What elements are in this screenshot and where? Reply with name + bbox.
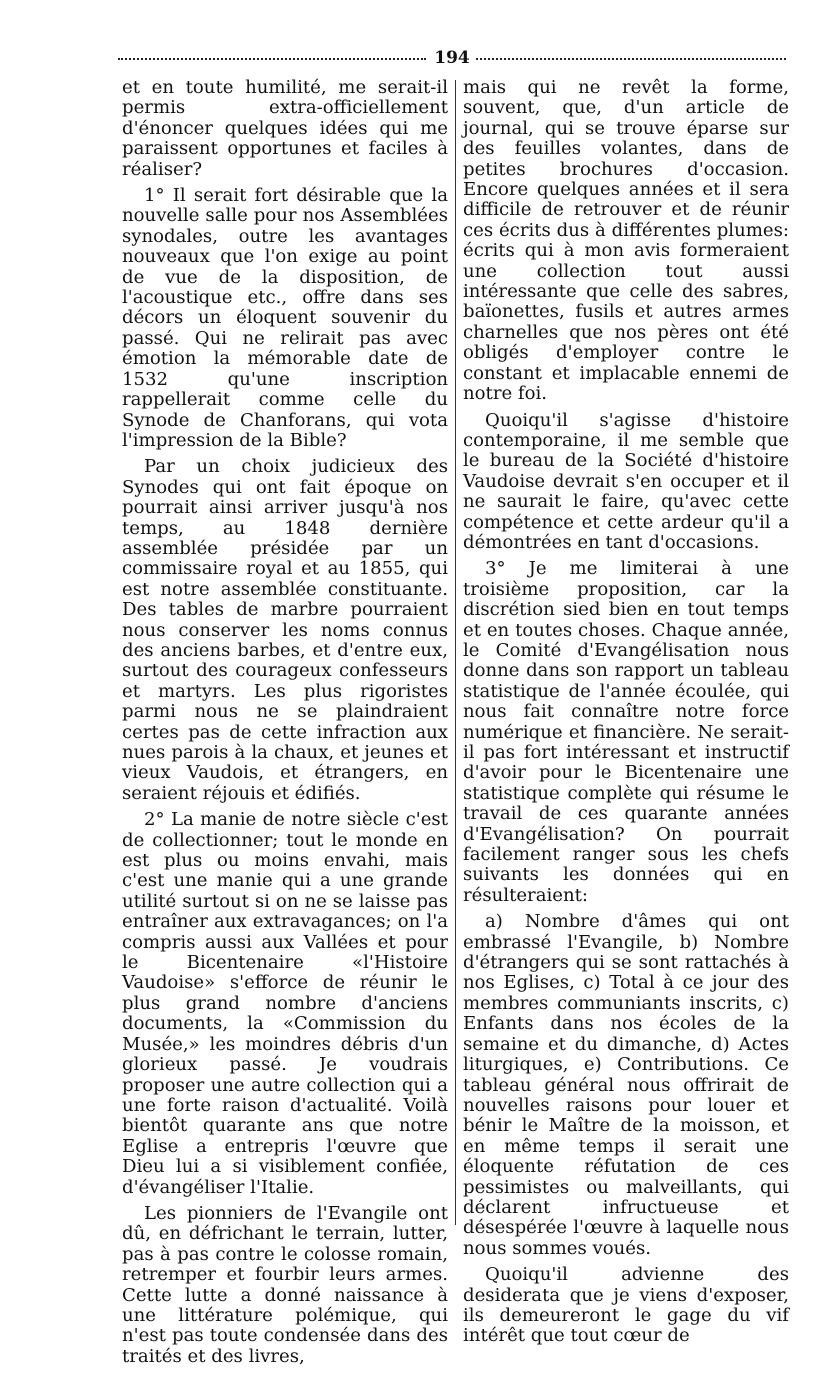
paragraph: 1° Il serait fort désirable que la nouvelle salle pour nos Assemblées synodales, outre les avantages nouveaux que l'on exige au point de vue de la disposition, de l'acoustique etc., offre dans ses décors un éloquent souvenir du passé. Qui ne relirait pas avec émotion la mémorable date de 1532 qu'une inscription rappellerait comme celle du Synode de Chanforans, qui vota l'impression de la Bible? (122, 185, 448, 451)
page-number: 194 (434, 48, 470, 68)
paragraph: a) Nombre d'âmes qui ont embrassé l'Evangile, b) Nombre d'étrangers qui se sont rattachés à nos Eglises, c) Total à ce jour des membres communiants inscrits, c) Enfants dans nos écoles de la semaine et du dimanche, d) Actes liturgiques, e) Contributions. Ce tableau général nous offrirait de nouvelles raisons pour louer et bénir le Maître de la moisson, et en même temps il serait une éloquente réfutation de ces pessimistes ou malveillants, qui déclarent infructueuse et désespérée l'œuvre à laquelle nous nous sommes voués. (463, 911, 789, 1259)
page-header (118, 48, 786, 70)
left-column (122, 78, 448, 1373)
paragraph: Par un choix judicieux des Synodes qui ont fait époque on pourrait ainsi arriver jusqu'à nos temps, au 1848 dernière assemblée présidée par un commissaire royal et au 1855, qui est notre assemblée constituante. Des tables de marbre pourraient nous conserver les noms connus des anciens barbes, et d'entre eux, surtout des courageux confesseurs et martyrs. Les plus rigoristes parmi nous ne se plaindraient certes pas de cette infraction aux nues parois à la chaux, et jeunes et vieux Vaudois, et étrangers, en seraient réjouis et édifiés. (122, 456, 448, 804)
paragraph: Les pionniers de l'Evangile ont dû, en défrichant le terrain, lutter, pas à pas contre le colosse romain, retremper et fourbir leurs armes. Cette lutte a donné naissance à une littérature polémique, qui n'est pas toute condensée dans des traités et des livres, (122, 1202, 448, 1367)
paragraph: et en toute humilité, me serait-il permis extra-officiellement d'énoncer quelques idées qui me paraissent opportunes et faciles à réaliser? (122, 77, 448, 180)
paragraph: 2° La manie de notre siècle c'est de collectionner; tout le monde en est plus ou moins envahi, mais c'est une manie qui a une grande utilité surtout si on ne se laisse pas entraîner aux extravagances; on l'a compris aussi aux Vallées et pour le Bicentenaire «l'Histoire Vaudoise» s'efforce de réunir le plus grand nombre d'anciens documents, la «Commission du Musée,» les moindres débris d'un glorieux passé. Je voudrais proposer une autre collection qui a une forte raison d'actualité. Voilà bientôt quarante ans que notre Eglise a entrepris l'œuvre que Dieu lui a si visiblement confiée, d'évangéliser l'Italie. (122, 809, 448, 1198)
header-rule-right (476, 58, 786, 60)
paragraph: Quoiqu'il advienne des desiderata que je viens d'exposer, ils demeureront le gage du vif intérêt que tout cœur de (463, 1264, 789, 1347)
column-divider (455, 80, 456, 1225)
paragraph: mais qui ne revêt la forme, souvent, que, d'un article de journal, qui se trouve éparse sur des feuilles volantes, dans de petites brochures d'occasion. Encore quelques années et il sera difficile de retrouver et de réunir ces écrits dus à différentes plumes: écrits qui à mon avis formeraient une collection tout aussi intéressante que celle des sabres, baïonettes, fusils et autres armes charnelles que nos pères ont été obligés d'employer contre le constant et implacable ennemi de notre foi. (463, 77, 789, 405)
paragraph: Quoiqu'il s'agisse d'histoire contemporaine, il me semble que le bureau de la Société d'histoire Vaudoise devrait s'en occuper et il ne saurait le faire, qu'avec cette compétence et cette ardeur qu'il a démontrées en tant d'occasions. (463, 409, 789, 553)
paragraph: 3° Je me limiterai à une troisième proposition, car la discrétion sied bien en tout temps et en toutes choses. Chaque année, le Comité d'Evangélisation nous donne dans son rapport un tableau statistique de l'année écoulée, qui nous fait connaître notre force numérique et financière. Ne serait-il pas fort intéressant et instructif d'avoir pour le Bicentenaire une statistique complète qui résume le travail de ces quarante années d'Evangélisation? On pourrait facilement ranger sous les chefs suivants les données qui en résulteraient: (463, 558, 789, 906)
right-column (463, 78, 789, 1353)
